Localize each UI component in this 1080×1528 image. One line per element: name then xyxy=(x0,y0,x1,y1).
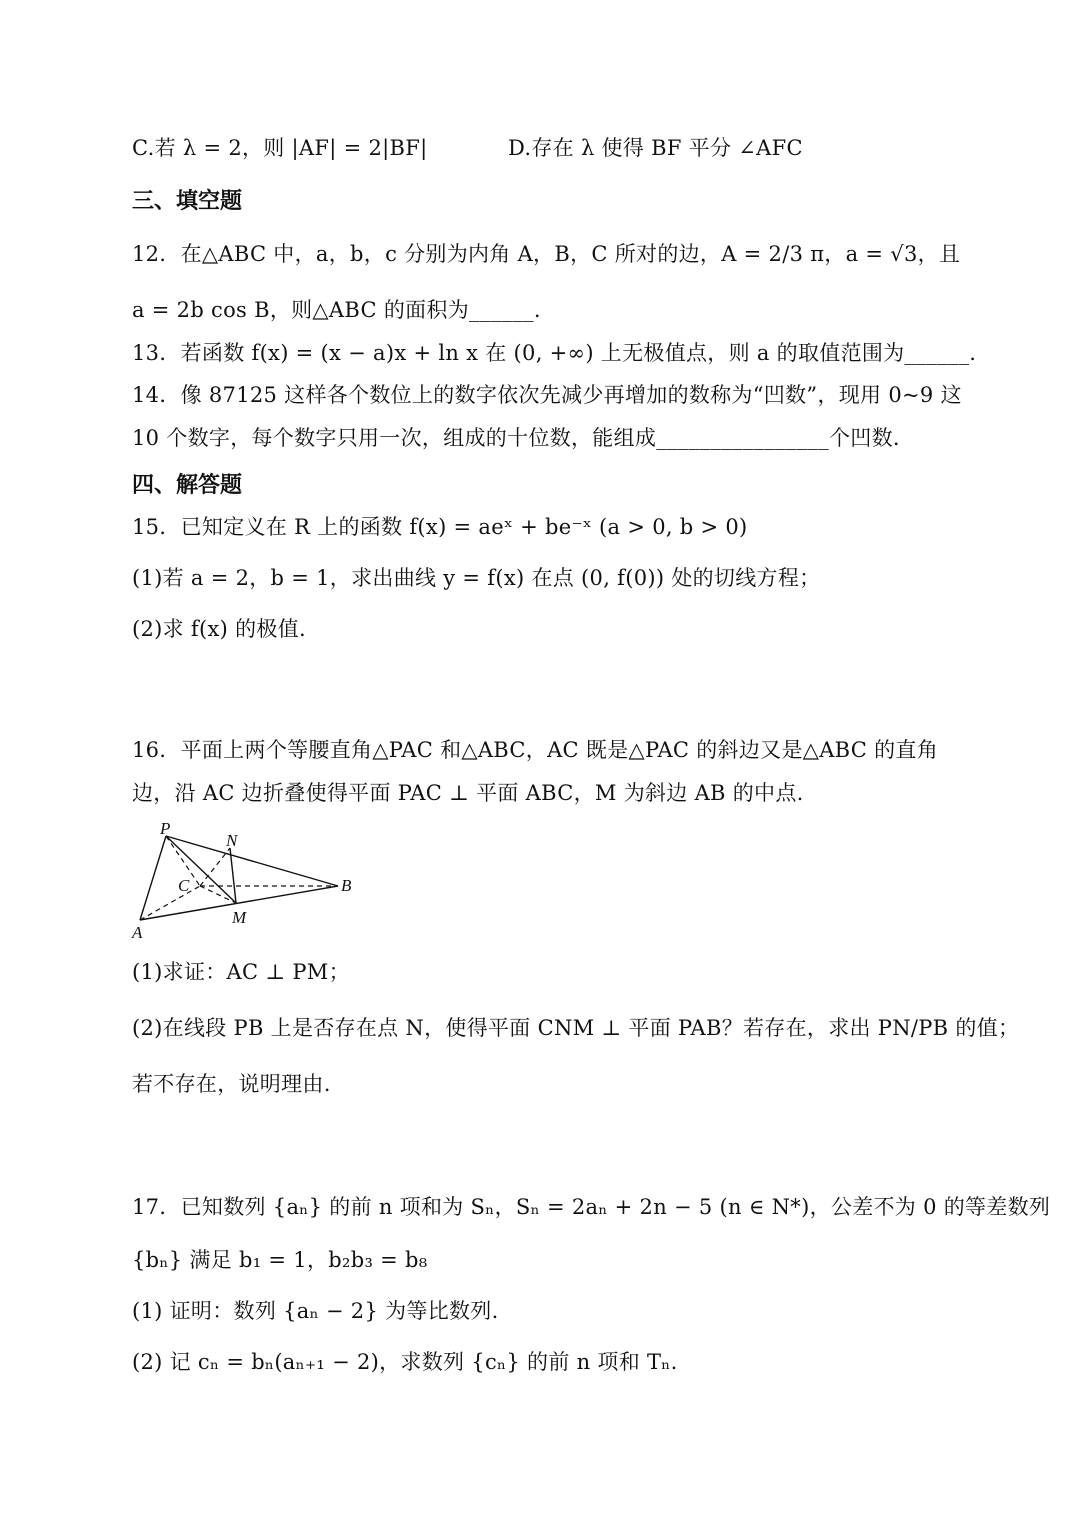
q14-line1: 14．像 87125 这样各个数位上的数字依次先减少再增加的数称为“凹数”，现用 0~9 这 xyxy=(132,383,962,407)
q14-line2: 10 个数字，每个数字只用一次，组成的十位数，能组成________________个凹数. xyxy=(132,426,900,450)
q12-line2: a = 2b cos B，则△ABC 的面积为______. xyxy=(132,298,541,322)
q12-line1: 12．在△ABC 中，a，b，c 分别为内角 A，B，C 所对的边，A = 2/3 π，a = √3，且 xyxy=(132,242,961,266)
label-p: P xyxy=(160,819,171,838)
label-m: M xyxy=(232,908,247,927)
q16-line1: 16．平面上两个等腰直角△PAC 和△ABC，AC 既是△PAC 的斜边又是△ABC 的直角 xyxy=(132,738,939,762)
q16-line2: 边，沿 AC 边折叠使得平面 PAC ⊥ 平面 ABC，M 为斜边 AB 的中点. xyxy=(132,781,804,805)
section-4-heading: 四、解答题 xyxy=(132,473,243,498)
section-3-heading: 三、填空题 xyxy=(132,189,243,214)
q16-part2: (2)在线段 PB 上是否存在点 N，使得平面 CNM ⊥ 平面 PAB？若存在，求出 PN/PB 的值； xyxy=(132,1016,1020,1040)
q17-line1: 17．已知数列 {aₙ} 的前 n 项和为 Sₙ，Sₙ = 2aₙ + 2n − 5 (n ∈ N*)，公差不为 0 的等差数列 xyxy=(132,1195,1051,1219)
q17-part2: (2) 记 cₙ = bₙ(aₙ₊₁ − 2)，求数列 {cₙ} 的前 n 项和 Tₙ. xyxy=(132,1350,678,1374)
q17-part1: (1) 证明：数列 {aₙ − 2} 为等比数列. xyxy=(132,1299,499,1323)
geometry-figure xyxy=(128,818,368,944)
q13-line1: 13．若函数 f(x) = (x − a)x + ln x 在 (0, +∞) 上无极值点，则 a 的取值范围为______. xyxy=(132,341,977,365)
q15-part1: (1)若 a = 2，b = 1，求出曲线 y = f(x) 在点 (0, f(0)) 处的切线方程； xyxy=(132,566,821,590)
label-a: A xyxy=(132,923,143,942)
label-n: N xyxy=(226,831,238,850)
q15-line1: 15．已知定义在 R 上的函数 f(x) = aeˣ + be⁻ˣ (a > 0, b > 0) xyxy=(132,515,748,539)
q16-part1: (1)求证：AC ⊥ PM； xyxy=(132,960,350,984)
label-c: C xyxy=(178,876,190,895)
q16-part2-continued: 若不存在，说明理由. xyxy=(132,1072,331,1096)
q17-line2: {bₙ} 满足 b₁ = 1，b₂b₃ = b₈ xyxy=(132,1248,428,1272)
option-d: D.存在 λ 使得 BF 平分 ∠AFC xyxy=(508,136,803,160)
option-c: C.若 λ = 2，则 |AF| = 2|BF| xyxy=(132,136,428,160)
q15-part2: (2)求 f(x) 的极值. xyxy=(132,617,306,641)
label-b: B xyxy=(341,876,352,895)
